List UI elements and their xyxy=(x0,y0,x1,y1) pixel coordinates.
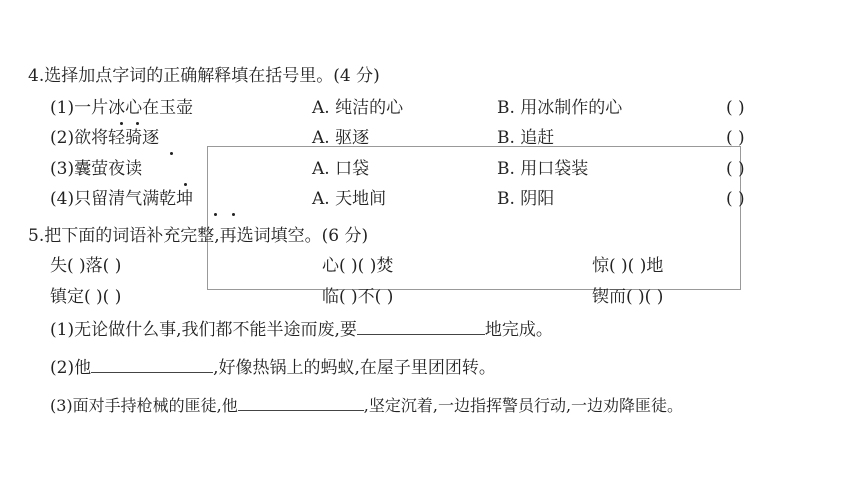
q4-item1-option-b: B. 用冰制作的心 xyxy=(497,98,623,118)
q4-item1-stem: (1)一片冰心在玉壶 xyxy=(50,98,194,118)
q4-item2-stem: (2)欲将轻骑逐 xyxy=(50,128,160,148)
sentence-1-text-before: (1)无论做什么事,我们都不能半途而废,要 xyxy=(50,320,357,340)
q4-title: 4.选择加点字词的正确解释填在括号里。(4 分) xyxy=(28,66,380,86)
emphasis-dot xyxy=(214,213,217,216)
emphasis-dot xyxy=(232,213,235,216)
q5-word-4: 镇定( )( ) xyxy=(50,287,122,307)
q5-word-3: 惊( )( )地 xyxy=(592,256,664,276)
q5-word-6: 锲而( )( ) xyxy=(592,287,664,307)
sentence-3-text-after: ,坚定沉着,一边指挥警员行动,一边劝降匪徒。 xyxy=(363,396,684,415)
sentence-2-text-before: (2)他 xyxy=(50,358,92,378)
q4-item4-option-a: A. 天地间 xyxy=(312,189,387,209)
q4-item3-option-a: A. 口袋 xyxy=(312,159,370,179)
q4-item1-option-a: A. 纯洁的心 xyxy=(312,98,404,118)
sentence-3-blank[interactable] xyxy=(238,392,364,411)
q4-item3-option-b: B. 用口袋装 xyxy=(497,159,589,179)
q4-item4-stem: (4)只留清气满乾坤 xyxy=(50,189,194,209)
q4-item3-answer[interactable]: ( ) xyxy=(726,159,745,179)
q5-word-5: 临( )不( ) xyxy=(322,287,394,307)
sentence-2-text-after: ,好像热锅上的蚂蚁,在屋子里团团转。 xyxy=(213,358,496,378)
q4-item2-option-a: A. 驱逐 xyxy=(312,128,370,148)
sentence-3-text-before: (3)面对手持枪械的匪徒,他 xyxy=(50,396,238,415)
q5-word-1: 失( )落( ) xyxy=(50,256,122,276)
q4-item2-answer[interactable]: ( ) xyxy=(726,128,745,148)
q4-item4-answer[interactable]: ( ) xyxy=(726,189,745,209)
emphasis-dot xyxy=(184,183,187,186)
q4-item3-stem: (3)囊萤夜读 xyxy=(50,159,143,179)
q5-sentence-3 xyxy=(50,392,683,418)
q5-sentence-1 xyxy=(50,316,553,342)
q4-item2-option-b: B. 追赶 xyxy=(497,128,555,148)
emphasis-dot xyxy=(120,122,123,125)
sentence-1-blank[interactable] xyxy=(357,316,485,335)
q5-title: 5.把下面的词语补充完整,再选词填空。(6 分) xyxy=(28,226,369,246)
sentence-2-blank[interactable] xyxy=(91,354,213,373)
emphasis-dot xyxy=(170,152,173,155)
q5-sentence-2 xyxy=(50,354,496,380)
q4-item4-option-b: B. 阴阳 xyxy=(497,189,555,209)
sentence-1-text-after: 地完成。 xyxy=(484,320,553,340)
emphasis-dot xyxy=(136,122,139,125)
q5-word-2: 心( )( )焚 xyxy=(322,256,394,276)
q4-item1-answer[interactable]: ( ) xyxy=(726,98,745,118)
